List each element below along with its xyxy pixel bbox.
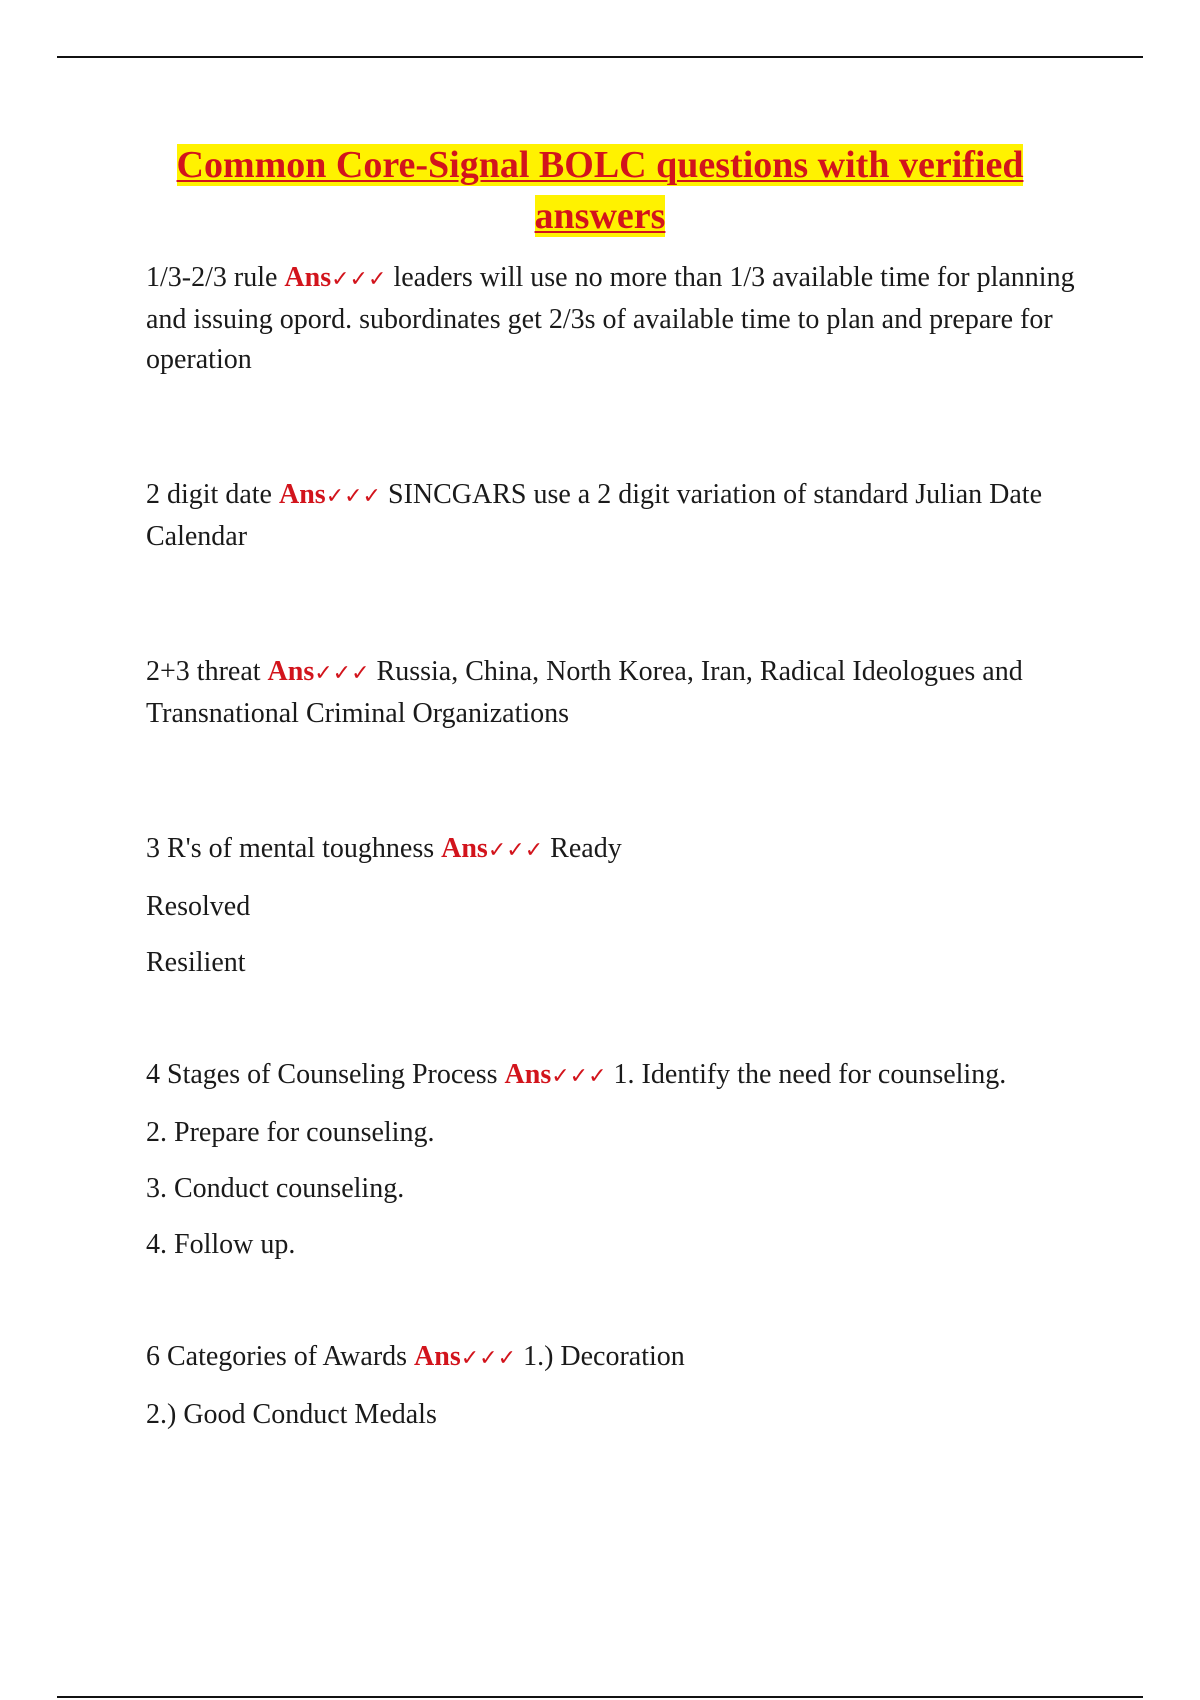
qa-answer-continuation: 2.) Good Conduct Medals bbox=[146, 1399, 437, 1430]
qa-answer: leaders will use no more than 1/3 available time for planning and issuing opord. subordinates get 2/3s of available time to plan and prepare for operation bbox=[146, 262, 1075, 375]
qa-answer: Russia, China, North Korea, Iran, Radical Ideologues and Transnational Criminal Organizations bbox=[146, 656, 1023, 729]
qa-entry bbox=[146, 1055, 1096, 1265]
qa-answer-continuation: Resilient bbox=[146, 947, 246, 978]
ans-label: Ans bbox=[267, 656, 315, 687]
qa-answer: 1. Identify the need for counseling. bbox=[613, 1059, 1007, 1090]
qa-entry bbox=[146, 475, 1096, 557]
qa-entry bbox=[146, 258, 1096, 380]
qa-term: 4 Stages of Counseling Process bbox=[146, 1059, 498, 1090]
qa-term: 2 digit date bbox=[146, 479, 272, 510]
checkmark-icon: ✓✓✓ bbox=[551, 1064, 607, 1089]
qa-answer: SINCGARS use a 2 digit variation of standard Julian Date Calendar bbox=[146, 479, 1043, 552]
qa-answer: Ready bbox=[550, 833, 622, 864]
qa-entry bbox=[146, 1337, 1096, 1435]
ans-label: Ans bbox=[414, 1341, 461, 1372]
qa-question-line bbox=[146, 829, 1096, 871]
page-top-rule bbox=[57, 56, 1143, 58]
qa-answer-continuation: 3. Conduct counseling. bbox=[146, 1173, 405, 1204]
title-line-2: answers bbox=[534, 195, 666, 237]
qa-question-line bbox=[146, 652, 1096, 734]
qa-term: 1/3-2/3 rule bbox=[146, 262, 278, 293]
document-title bbox=[120, 140, 1080, 242]
qa-entry bbox=[146, 652, 1096, 734]
qa-term: 3 R's of mental toughness bbox=[146, 833, 435, 864]
checkmark-icon: ✓✓✓ bbox=[487, 838, 544, 863]
qa-entry bbox=[146, 829, 1096, 983]
qa-answer-continuation: 4. Follow up. bbox=[146, 1229, 296, 1260]
qa-answer-continuation: Resolved bbox=[146, 891, 251, 922]
checkmark-icon: ✓✓✓ bbox=[314, 661, 370, 686]
page-bottom-rule bbox=[57, 1696, 1143, 1698]
ans-label: Ans bbox=[284, 262, 332, 293]
qa-question-line bbox=[146, 1337, 1096, 1379]
qa-question-line bbox=[146, 258, 1096, 380]
qa-term: 6 Categories of Awards bbox=[146, 1341, 408, 1372]
qa-answer-continuation: 2. Prepare for counseling. bbox=[146, 1117, 435, 1148]
ans-label: Ans bbox=[504, 1059, 552, 1090]
ans-label: Ans bbox=[441, 833, 488, 864]
checkmark-icon: ✓✓✓ bbox=[460, 1346, 517, 1371]
checkmark-icon: ✓✓✓ bbox=[325, 484, 381, 509]
qa-answer: 1.) Decoration bbox=[523, 1341, 685, 1372]
qa-list bbox=[146, 258, 1096, 1435]
title-line-1: Common Core-Signal BOLC questions with verified bbox=[176, 144, 1024, 186]
qa-question-line bbox=[146, 1055, 1096, 1097]
checkmark-icon: ✓✓✓ bbox=[331, 267, 387, 292]
qa-question-line bbox=[146, 475, 1096, 557]
ans-label: Ans bbox=[278, 479, 326, 510]
qa-term: 2+3 threat bbox=[146, 656, 261, 687]
